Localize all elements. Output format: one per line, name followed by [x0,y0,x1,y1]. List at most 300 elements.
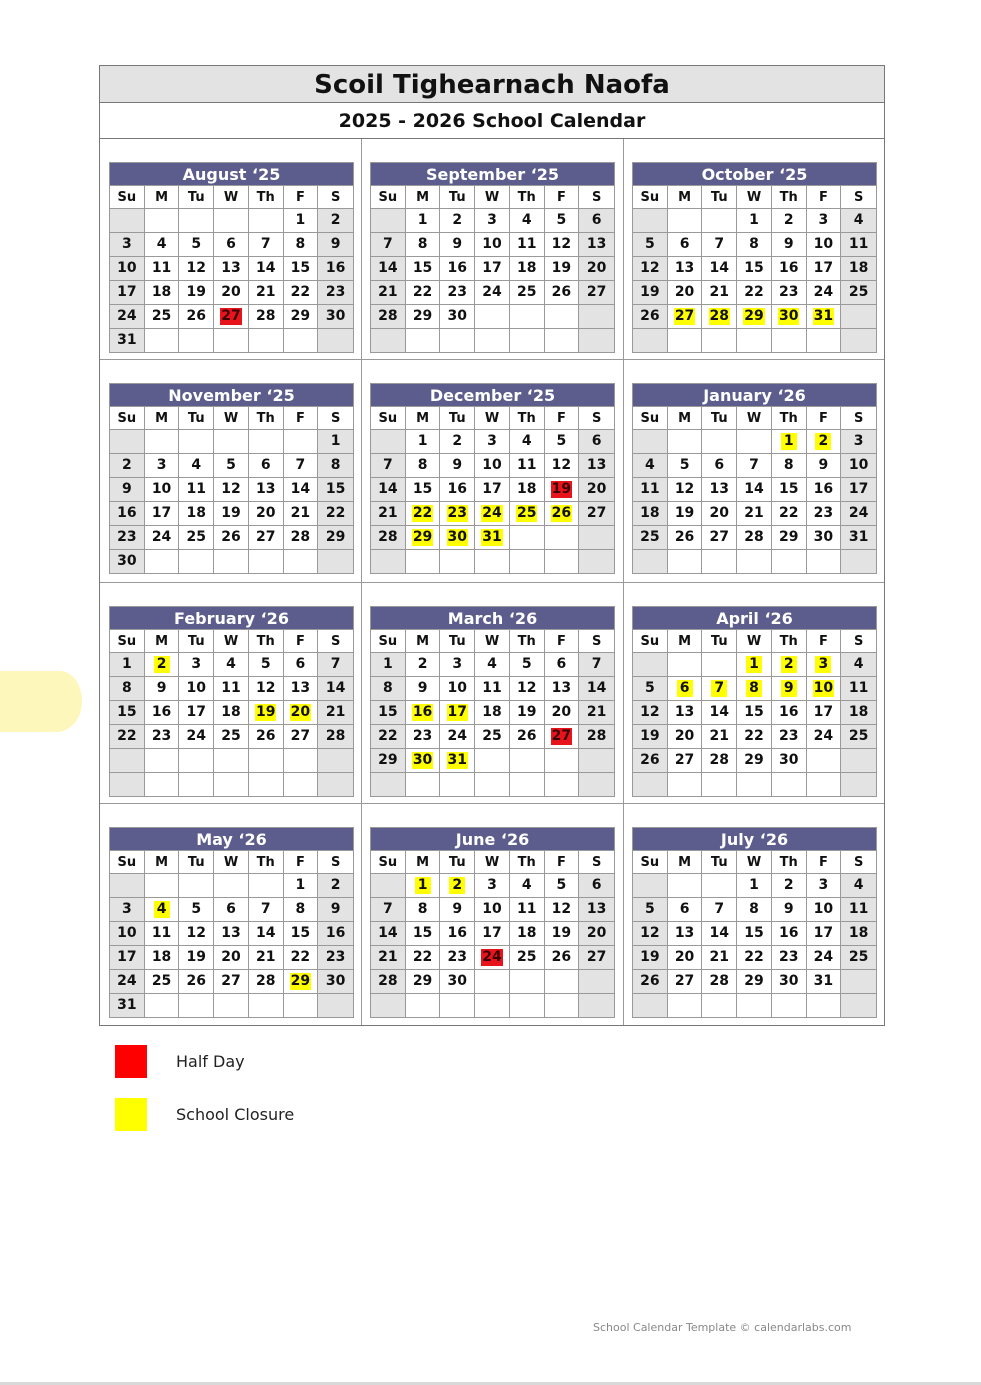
day-cell [318,208,353,232]
day-cell [772,969,807,993]
empty-cell [579,304,614,328]
day-cell [179,969,214,993]
day-number: 20 [551,704,572,720]
empty-cell [249,328,284,352]
weekday-header: Su [371,850,406,873]
day-cell [633,676,668,700]
empty-cell [371,208,406,232]
weekday-header: Su [110,629,145,652]
day-number: 6 [679,236,690,252]
day-number: 10 [117,260,137,276]
day-number: 18 [151,284,172,300]
day-number: 12 [674,481,695,497]
day-cell [633,232,668,256]
day-number: 10 [482,901,502,917]
weekday-header: S [579,629,614,652]
day-cell [668,280,703,304]
day-number: 11 [640,481,660,497]
empty-cell [702,549,737,573]
day-cell [284,873,319,897]
day-cell [214,897,249,921]
day-number: 9 [417,680,428,696]
empty-cell [545,772,580,796]
day-number: 31 [848,529,869,545]
day-number: 26 [674,529,695,545]
closure-day: 24 [482,505,502,521]
empty-cell [371,429,406,453]
day-number: 25 [482,728,502,744]
day-number: 28 [586,728,607,744]
day-cell [214,652,249,676]
empty-cell [110,429,145,453]
day-cell [668,256,703,280]
day-cell [318,873,353,897]
empty-cell [702,873,737,897]
day-cell [510,921,545,945]
day-cell [214,232,249,256]
weekday-header: S [318,629,353,652]
closure-swatch [115,1098,147,1131]
day-number: 18 [516,481,537,497]
day-grid [633,406,876,573]
day-number: 3 [121,236,132,252]
closure-day: 31 [447,752,468,768]
day-number: 16 [117,505,137,521]
day-grid [110,629,353,796]
day-number: 5 [679,457,690,473]
day-number: 5 [191,236,202,252]
day-cell [475,652,510,676]
day-cell [579,256,614,280]
day-number: 18 [186,505,207,521]
day-number: 30 [778,752,799,768]
day-cell [807,897,842,921]
day-cell [772,280,807,304]
day-cell [737,897,772,921]
day-cell [110,549,145,573]
day-cell [110,676,145,700]
day-cell [807,208,842,232]
empty-cell [214,208,249,232]
empty-cell [318,549,353,573]
day-cell [371,652,406,676]
day-number: 6 [591,212,602,228]
weekday-header: Th [772,850,807,873]
day-number: 25 [848,949,869,965]
row-divider [100,582,884,583]
weekday-header: Tu [440,850,475,873]
day-number: 26 [516,728,537,744]
closure-day: 30 [412,752,433,768]
empty-cell [579,525,614,549]
day-cell [284,453,319,477]
day-cell [214,969,249,993]
month-title: January ‘26 [633,384,876,406]
day-number: 8 [417,457,428,473]
empty-cell [841,304,876,328]
day-number: 16 [778,925,799,941]
empty-cell [510,748,545,772]
day-number: 10 [813,901,834,917]
day-cell [318,700,353,724]
day-number: 1 [417,212,428,228]
empty-cell [214,328,249,352]
day-grid [371,185,614,352]
day-number: 19 [186,284,207,300]
empty-cell [737,429,772,453]
day-number: 17 [482,925,502,941]
day-number: 20 [221,949,241,965]
closure-day: 29 [744,308,764,324]
day-cell [807,280,842,304]
day-number: 11 [848,236,869,252]
day-number: 13 [586,901,607,917]
day-number: 4 [521,877,532,893]
empty-cell [668,652,703,676]
day-cell [510,453,545,477]
day-number: 11 [848,901,869,917]
half-day-legend-label: Half Day [176,1052,245,1071]
day-cell [249,897,284,921]
day-cell [406,429,441,453]
day-number: 13 [290,680,311,696]
day-cell [371,280,406,304]
empty-cell [179,328,214,352]
day-number: 3 [487,212,497,228]
day-number: 10 [186,680,207,696]
day-cell [145,724,180,748]
day-cell [179,945,214,969]
day-number: 14 [709,925,730,941]
empty-cell [633,549,668,573]
day-number: 9 [452,901,463,917]
weekday-header: W [475,185,510,208]
day-cell [214,724,249,748]
day-cell [807,453,842,477]
day-number: 23 [778,949,799,965]
closure-day: 31 [813,308,834,324]
weekday-header: W [214,185,249,208]
empty-cell [440,772,475,796]
day-number: 29 [744,752,764,768]
empty-cell [249,873,284,897]
empty-cell [772,328,807,352]
day-number: 12 [551,236,572,252]
day-cell [406,969,441,993]
day-number: 1 [295,877,306,893]
day-number: 13 [586,236,607,252]
day-number: 27 [674,973,695,989]
day-number: 11 [151,925,172,941]
weekday-header: M [406,185,441,208]
day-number: 28 [255,973,276,989]
day-number: 12 [255,680,276,696]
day-cell [214,304,249,328]
day-cell [737,969,772,993]
weekday-header: Su [371,185,406,208]
day-cell [318,652,353,676]
day-cell [371,525,406,549]
day-cell [841,873,876,897]
day-number: 24 [151,529,172,545]
day-number: 4 [853,656,864,672]
day-cell [807,232,842,256]
day-number: 21 [709,728,730,744]
empty-cell [284,328,319,352]
day-cell [772,525,807,549]
day-cell [545,208,580,232]
day-number: 15 [744,925,764,941]
empty-cell [440,549,475,573]
day-cell [406,477,441,501]
day-number: 23 [447,284,468,300]
weekday-header: Tu [440,406,475,429]
highlighter-smudge [0,671,82,732]
day-cell [284,280,319,304]
empty-cell [475,993,510,1017]
weekday-header: M [145,406,180,429]
day-cell [440,453,475,477]
day-number: 21 [586,704,607,720]
empty-cell [249,772,284,796]
day-number: 12 [516,680,537,696]
empty-cell [510,969,545,993]
day-number: 16 [447,925,468,941]
day-number: 9 [452,236,463,252]
day-number: 15 [778,481,799,497]
day-number: 18 [151,949,172,965]
day-number: 4 [226,656,236,672]
day-cell [668,897,703,921]
empty-cell [406,993,441,1017]
empty-cell [807,772,842,796]
day-number: 22 [290,284,311,300]
day-cell [371,724,406,748]
calendar-subtitle: 2025 - 2026 School Calendar [100,103,884,139]
closure-day: 28 [709,308,730,324]
day-cell [406,921,441,945]
day-number: 28 [255,308,276,324]
day-cell [284,700,319,724]
day-cell [406,501,441,525]
empty-cell [179,873,214,897]
closure-day: 2 [815,433,831,450]
empty-cell [668,429,703,453]
empty-cell [110,873,145,897]
day-cell [110,525,145,549]
day-number: 5 [644,680,655,696]
day-cell [145,945,180,969]
day-number: 15 [378,704,398,720]
day-grid [633,850,876,1017]
day-cell [807,652,842,676]
empty-cell [633,208,668,232]
day-cell [772,477,807,501]
day-number: 27 [255,529,276,545]
weekday-header: S [318,406,353,429]
day-cell [841,676,876,700]
day-number: 27 [674,752,695,768]
day-number: 2 [452,212,463,228]
day-cell [579,453,614,477]
day-number: 30 [447,973,468,989]
day-number: 22 [117,728,137,744]
day-number: 2 [783,877,794,893]
day-number: 17 [848,481,869,497]
day-cell [406,676,441,700]
day-number: 24 [848,505,869,521]
day-cell [406,945,441,969]
day-cell [145,525,180,549]
day-number: 24 [813,949,834,965]
day-cell [510,945,545,969]
empty-cell [475,772,510,796]
day-cell [668,969,703,993]
empty-cell [579,993,614,1017]
day-cell [284,256,319,280]
month-title: April ‘26 [633,607,876,629]
day-cell [284,501,319,525]
day-number: 19 [186,949,207,965]
day-number: 10 [151,481,172,497]
day-number: 21 [290,505,311,521]
empty-cell [318,748,353,772]
day-number: 20 [674,284,695,300]
day-number: 28 [709,752,730,768]
empty-cell [633,873,668,897]
day-cell [579,501,614,525]
day-cell [841,453,876,477]
weekday-header: W [737,185,772,208]
day-number: 6 [591,877,602,893]
day-cell [510,477,545,501]
day-cell [371,676,406,700]
weekday-header: F [284,850,319,873]
day-number: 12 [640,704,660,720]
day-cell [249,453,284,477]
day-number: 18 [848,260,869,276]
day-number: 18 [482,704,502,720]
empty-cell [284,993,319,1017]
day-number: 20 [255,505,276,521]
day-cell [145,652,180,676]
day-number: 11 [151,260,172,276]
closure-day: 31 [482,529,502,545]
day-cell [110,969,145,993]
day-grid [633,185,876,352]
day-cell [145,897,180,921]
empty-cell [249,429,284,453]
row-divider [100,803,884,804]
day-number: 16 [447,481,468,497]
closure-day: 22 [412,505,433,521]
day-cell [633,969,668,993]
weekday-header: M [145,850,180,873]
day-grid [371,850,614,1017]
day-number: 21 [378,284,398,300]
half-day: 19 [551,481,572,497]
day-number: 30 [325,973,346,989]
day-cell [807,429,842,453]
day-cell [807,873,842,897]
day-cell [440,652,475,676]
empty-cell [737,772,772,796]
day-grid [110,185,353,352]
day-number: 14 [255,925,276,941]
day-cell [440,676,475,700]
day-cell [249,945,284,969]
day-number: 23 [412,728,433,744]
day-cell [633,256,668,280]
day-cell [545,897,580,921]
closure-day: 30 [447,529,468,545]
empty-cell [371,873,406,897]
weekday-header: Tu [702,629,737,652]
empty-cell [284,772,319,796]
day-cell [807,969,842,993]
day-cell [841,652,876,676]
day-cell [371,969,406,993]
day-number: 29 [412,973,433,989]
closure-day: 27 [674,308,695,324]
day-number: 6 [260,457,271,473]
day-cell [841,700,876,724]
closure-day: 3 [815,656,831,673]
empty-cell [318,328,353,352]
day-number: 20 [586,481,607,497]
empty-cell [406,328,441,352]
day-number: 22 [325,505,346,521]
empty-cell [475,969,510,993]
day-cell [371,256,406,280]
day-cell [737,304,772,328]
day-cell [440,304,475,328]
day-cell [179,724,214,748]
empty-cell [249,549,284,573]
weekday-header: S [318,185,353,208]
weekday-header: Su [633,406,668,429]
day-cell [249,921,284,945]
day-number: 13 [255,481,276,497]
day-number: 3 [156,457,167,473]
empty-cell [841,969,876,993]
day-cell [145,501,180,525]
empty-cell [668,328,703,352]
month-calendar [632,606,877,797]
day-cell [772,873,807,897]
weekday-header: Th [249,629,284,652]
day-cell [668,724,703,748]
day-number: 23 [447,949,468,965]
day-number: 27 [586,284,607,300]
day-number: 11 [516,901,537,917]
day-cell [579,477,614,501]
empty-cell [702,328,737,352]
day-number: 19 [674,505,695,521]
day-number: 11 [848,680,869,696]
day-cell [633,748,668,772]
closure-day: 1 [781,433,797,450]
day-number: 19 [221,505,241,521]
empty-cell [841,993,876,1017]
day-cell [110,993,145,1017]
empty-cell [545,549,580,573]
empty-cell [633,429,668,453]
day-grid [110,406,353,573]
month-calendar [632,162,877,353]
day-number: 25 [221,728,241,744]
day-number: 7 [382,457,393,473]
